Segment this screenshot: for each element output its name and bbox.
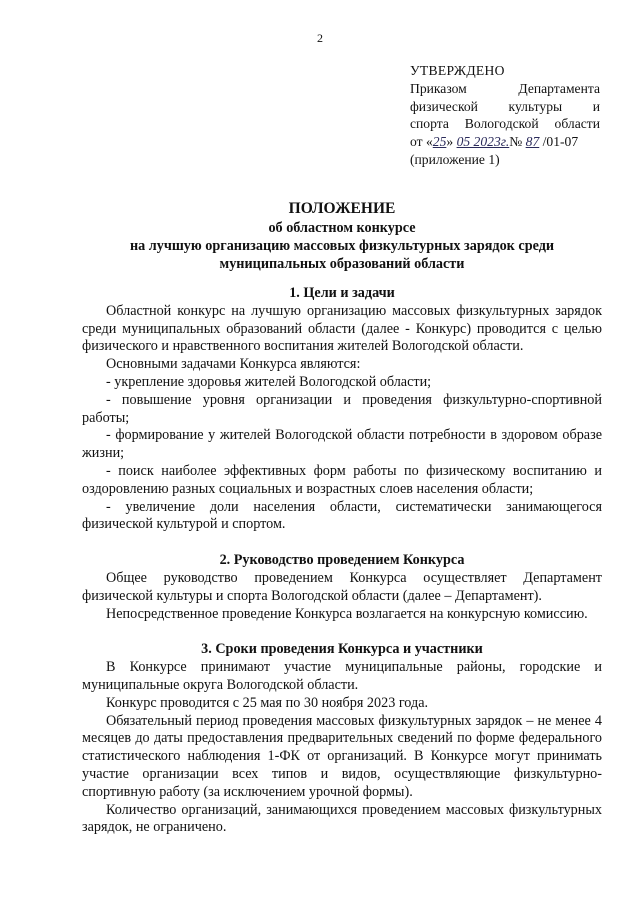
section-3-paragraph-2: Конкурс проводится с 25 мая по 30 ноября 2023 года. (106, 694, 429, 711)
section-1-heading: 1. Цели и задачи (289, 285, 395, 301)
date-mid: » (446, 134, 457, 150)
approval-line-1: Приказом Департамента (410, 80, 600, 96)
task-item: - формирование у жителей Вологодской области потребности в здоровом образе жизни; (82, 427, 602, 462)
section-1-paragraph-1: Областной конкурс на лучшую организацию массовых физкультурных зарядок среди муниципальных образований области (далее - Конкурс) проводится с целью физического и нравственного воспитания жителей Вологодской области. (82, 302, 602, 355)
number-handwritten: 87 (525, 134, 540, 150)
title-line-4: муниципальных образований области (219, 256, 465, 272)
task-item: - укрепление здоровья жителей Вологодской области; (106, 373, 432, 390)
task-item: - поиск наиболее эффективных форм работы по физическому воспитанию и оздоровлению разных социальных и возрастных слоев населения области; (82, 462, 602, 497)
approval-block (410, 62, 600, 169)
date-prefix: от « (410, 134, 433, 150)
task-item: - увеличение доли населения области, систематически занимающегося физической культурой и спортом. (82, 498, 602, 533)
approval-line-3: спорта Вологодской области (410, 116, 600, 132)
page-number: 2 (317, 31, 323, 45)
approval-line-2: физической культуры и (410, 98, 600, 114)
number-prefix: № (509, 134, 526, 150)
section-2-heading: 2. Руководство проведением Конкурса (219, 552, 465, 569)
document-body (82, 285, 602, 837)
document-title (82, 200, 602, 273)
section-2-paragraph-1: Общее руководство проведением Конкурса осуществляет Департамент физической культуры и спорта Вологодской области (далее – Департамент). (82, 569, 602, 604)
section-3-paragraph-4: Количество организаций, занимающихся проведением массовых физкультурных зарядок, не ограничено. (82, 801, 602, 836)
number-suffix: /01-07 (539, 134, 579, 150)
approval-heading: УТВЕРЖДЕНО (410, 63, 505, 78)
task-item: - повышение уровня организации и проведения физкультурно-спортивной работы; (82, 391, 602, 426)
section-2-paragraph-2: Непосредственное проведение Конкурса возлагается на конкурсную комиссию. (106, 605, 588, 622)
section-3-paragraph-1: В Конкурсе принимают участие муниципальные районы, городские и муниципальные округа Вологодской области. (82, 659, 602, 693)
date-day-handwritten: 25 (432, 134, 447, 150)
date-handwritten: 05 2023г. (456, 134, 510, 150)
title-line-2: об областном конкурсе (268, 220, 416, 236)
approval-date-line (410, 133, 600, 151)
approval-appendix: (приложение 1) (410, 151, 500, 167)
title-main: ПОЛОЖЕНИЕ (288, 200, 396, 217)
section-3-heading: 3. Сроки проведения Конкурса и участники (201, 641, 483, 658)
section-3-paragraph-3: Обязательный период проведения массовых физкультурных зарядок – не менее 4 месяцев до даты предоставления предварительных сведений по форме федерального статистического наблюдения 1-ФК от организаций. В Конкурсе могут принимать участие организации всех типов и видов, осуществляющие физкультурно-спортивную работу (за исключением урочной формы). (82, 712, 602, 800)
section-1-paragraph-2: Основными задачами Конкурса являются: (106, 356, 361, 373)
title-line-3: на лучшую организацию массовых физкультурных зарядок среди (129, 238, 555, 254)
